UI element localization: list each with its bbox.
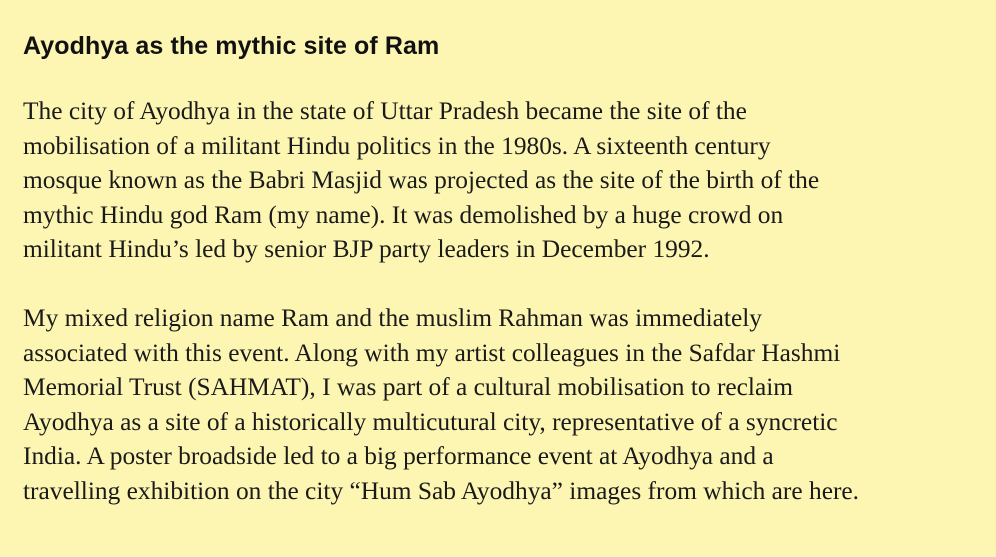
paragraph-2-line-5: India. A poster broadside led to a big performance event at Ayodhya and a — [23, 442, 774, 471]
paragraph-2 — [23, 301, 972, 509]
paragraph-2-line-4: Ayodhya as a site of a historically multicutural city, representative of a syncretic — [23, 407, 838, 436]
paragraph-1-line-3: mosque known as the Babri Masjid was projected as the site of the birth of the — [23, 166, 820, 195]
paragraph-1-line-4: mythic Hindu god Ram (my name). It was demolished by a huge crowd on — [23, 200, 784, 229]
paragraph-2-line-1: My mixed religion name Ram and the muslim Rahman was immediately — [23, 303, 763, 332]
paragraph-1-line-1: The city of Ayodhya in the state of Uttar Pradesh became the site of the — [23, 97, 747, 125]
paragraph-1 — [23, 94, 972, 267]
paragraph-1-line-2: mobilisation of a militant Hindu politics in the 1980s. A sixteenth century — [23, 131, 771, 160]
paragraph-2-line-2: associated with this event. Along with my artist colleagues in the Safdar Hashmi — [23, 338, 841, 367]
paragraph-2-line-6: travelling exhibition on the city “Hum Sab Ayodhya” images from which are here. — [23, 476, 860, 505]
paragraph-1-line-5: militant Hindu’s led by senior BJP party leaders in December 1992. — [23, 235, 710, 264]
panel-title: Ayodhya as the mythic site of Ram — [23, 32, 440, 60]
paragraph-2-line-3: Memorial Trust (SAHMAT), I was part of a cultural mobilisation to reclaim — [23, 373, 794, 402]
